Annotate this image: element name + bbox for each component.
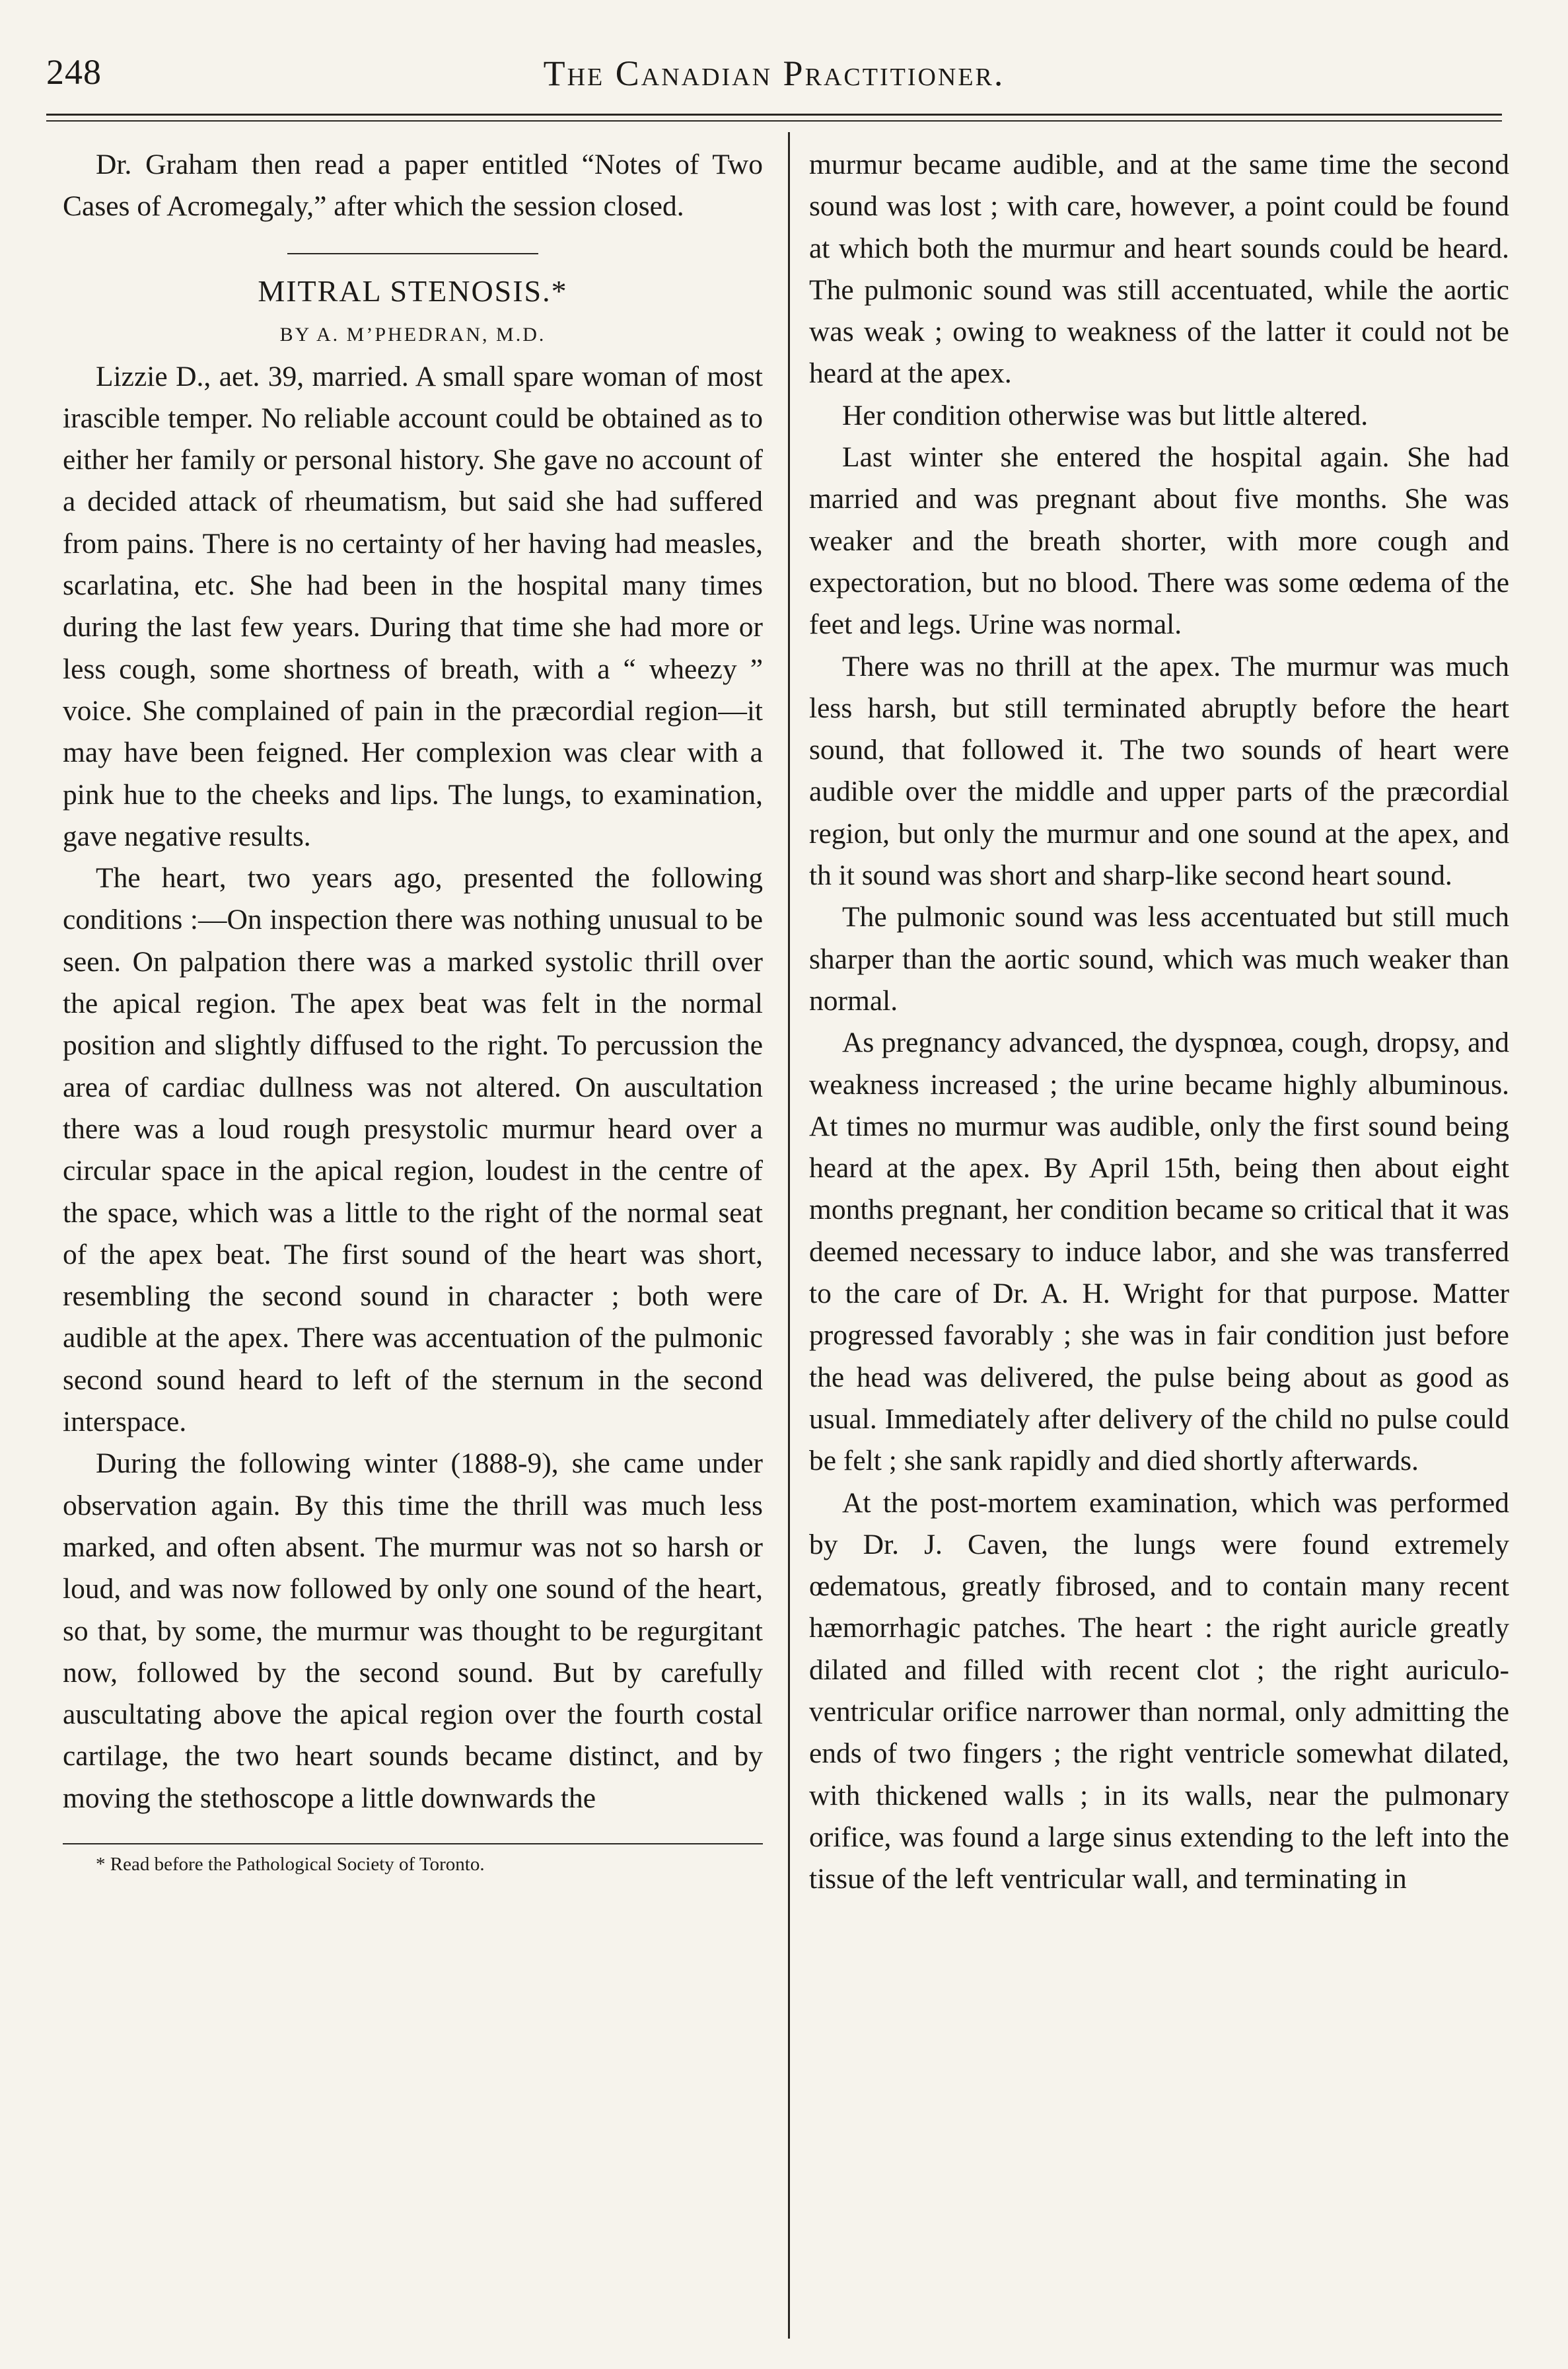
running-head: The Canadian Practitioner.	[543, 54, 1005, 93]
header-rule	[46, 114, 1502, 116]
page-header	[46, 38, 1502, 111]
article-title: MITRAL STENOSIS.*	[258, 273, 568, 308]
body-paragraph: As pregnancy advanced, the dyspnœa, cough, dropsy, and weakness increased ; the urine became highly albuminous. At times no murmur was audible, only the first sound being heard at the apex. By April 15th, being then about eight months pregnant, her condition became so critical that it was deemed necessary to induce labor, and she was transferred to the care of Dr. A. H. Wright for that purpose. Matter progressed favorably ; she was in fair condition just before the head was delivered, the pulse being about as good as usual. Immediately after delivery of the child no pulse could be felt ; she sank rapidly and died shortly afterwards.	[809, 1027, 1509, 1477]
page-number: 248	[46, 52, 102, 92]
footnote-rule	[63, 1843, 763, 1844]
header-rule-double	[46, 120, 1502, 122]
body-paragraph: murmur became audible, and at the same time the second sound was lost ; with care, however, a point could be found at which both the murmur and heart sounds could be heard. The pulmonic sound was still accentuated, while the aortic was weak ; owing to weakness of the latter it could not be heard at the apex.	[809, 149, 1509, 390]
section-separator	[287, 253, 538, 254]
column-divider	[788, 132, 790, 2339]
body-paragraph: Last winter she entered the hospital again. She had married and was pregnant about five months. She was weaker and the breath shorter, with more cough and expectoration, but no blood. There was some œdema of the feet and legs. Urine was normal.	[809, 441, 1509, 641]
body-paragraph: The pulmonic sound was less accentuated but still much sharper than the aortic sound, which was much weaker than normal.	[809, 901, 1509, 1017]
footnote: * Read before the Pathological Society of Toronto.	[96, 1853, 485, 1875]
body-paragraph: There was no thrill at the apex. The murmur was much less harsh, but still terminated abruptly before the heart sound, that followed it. The two sounds of heart were audible over the middle and upper parts of the præcordial region, but only the murmur and one sound at the apex, and th it sound was short and sharp-like second heart sound.	[809, 650, 1509, 892]
left-column	[63, 144, 763, 1877]
right-column	[809, 144, 1509, 1900]
body-paragraph: Her condition otherwise was but little altered.	[842, 399, 1369, 431]
intro-paragraph: Dr. Graham then read a paper entitled “Notes of Two Cases of Acromegaly,” after which the session closed.	[63, 149, 763, 223]
article-byline: BY A. M’PHEDRAN, M.D.	[279, 323, 546, 346]
body-paragraph: Lizzie D., aet. 39, married. A small spare woman of most irascible temper. No reliable account could be obtained as to either her family or personal history. She gave no account of a decided attack of rheumatism, but said she had suffered from pains. There is no certainty of her having had measles, scarlatina, etc. She had been in the hospital many times during the last few years. During that time she had more or less cough, some shortness of breath, with a “ wheezy ” voice. She complained of pain in the præcordial region—it may have been feigned. Her complexion was clear with a pink hue to the cheeks and lips. The lungs, to examination, gave negative results.	[63, 360, 763, 852]
body-paragraph: During the following winter (1888-9), she came under observation again. By this time the thrill was much less marked, and often absent. The murmur was not so harsh or loud, and was now followed by only one sound of the heart, so that, by some, the murmur was thought to be regurgitant now, followed by the second sound. But by carefully auscultating above the apical region over the fourth costal cartilage, the two heart sounds became distinct, and by moving the stethoscope a little downwards the	[63, 1447, 763, 1814]
body-paragraph: The heart, two years ago, presented the following conditions :—On inspection there was nothing unusual to be seen. On palpation there was a marked systolic thrill over the apical region. The apex beat was felt in the normal position and slightly diffused to the right. To percussion the area of cardiac dullness was not altered. On auscultation there was a loud rough presystolic murmur heard over a circular space in the apical region, loudest in the centre of the space, which was a little to the right of the normal seat of the apex beat. The first sound of the heart was short, resembling the second sound in character ; both were audible at the apex. There was accentuation of the pulmonic second sound heard to left of the sternum in the second interspace.	[63, 862, 763, 1438]
body-paragraph: At the post-mortem examination, which was performed by Dr. J. Caven, the lungs were found extremely œdematous, greatly fibrosed, and to contain many recent hæmorrhagic patches. The heart : the right auricle greatly dilated and filled with recent clot ; the right auriculo-ventricular orifice narrower than normal, only admitting the ends of two fingers ; the right ventricle somewhat dilated, with thickened walls ; in its walls, near the pulmonary orifice, was found a large sinus extending to the left into the tissue of the left ventricular wall, and terminating in	[809, 1486, 1509, 1895]
